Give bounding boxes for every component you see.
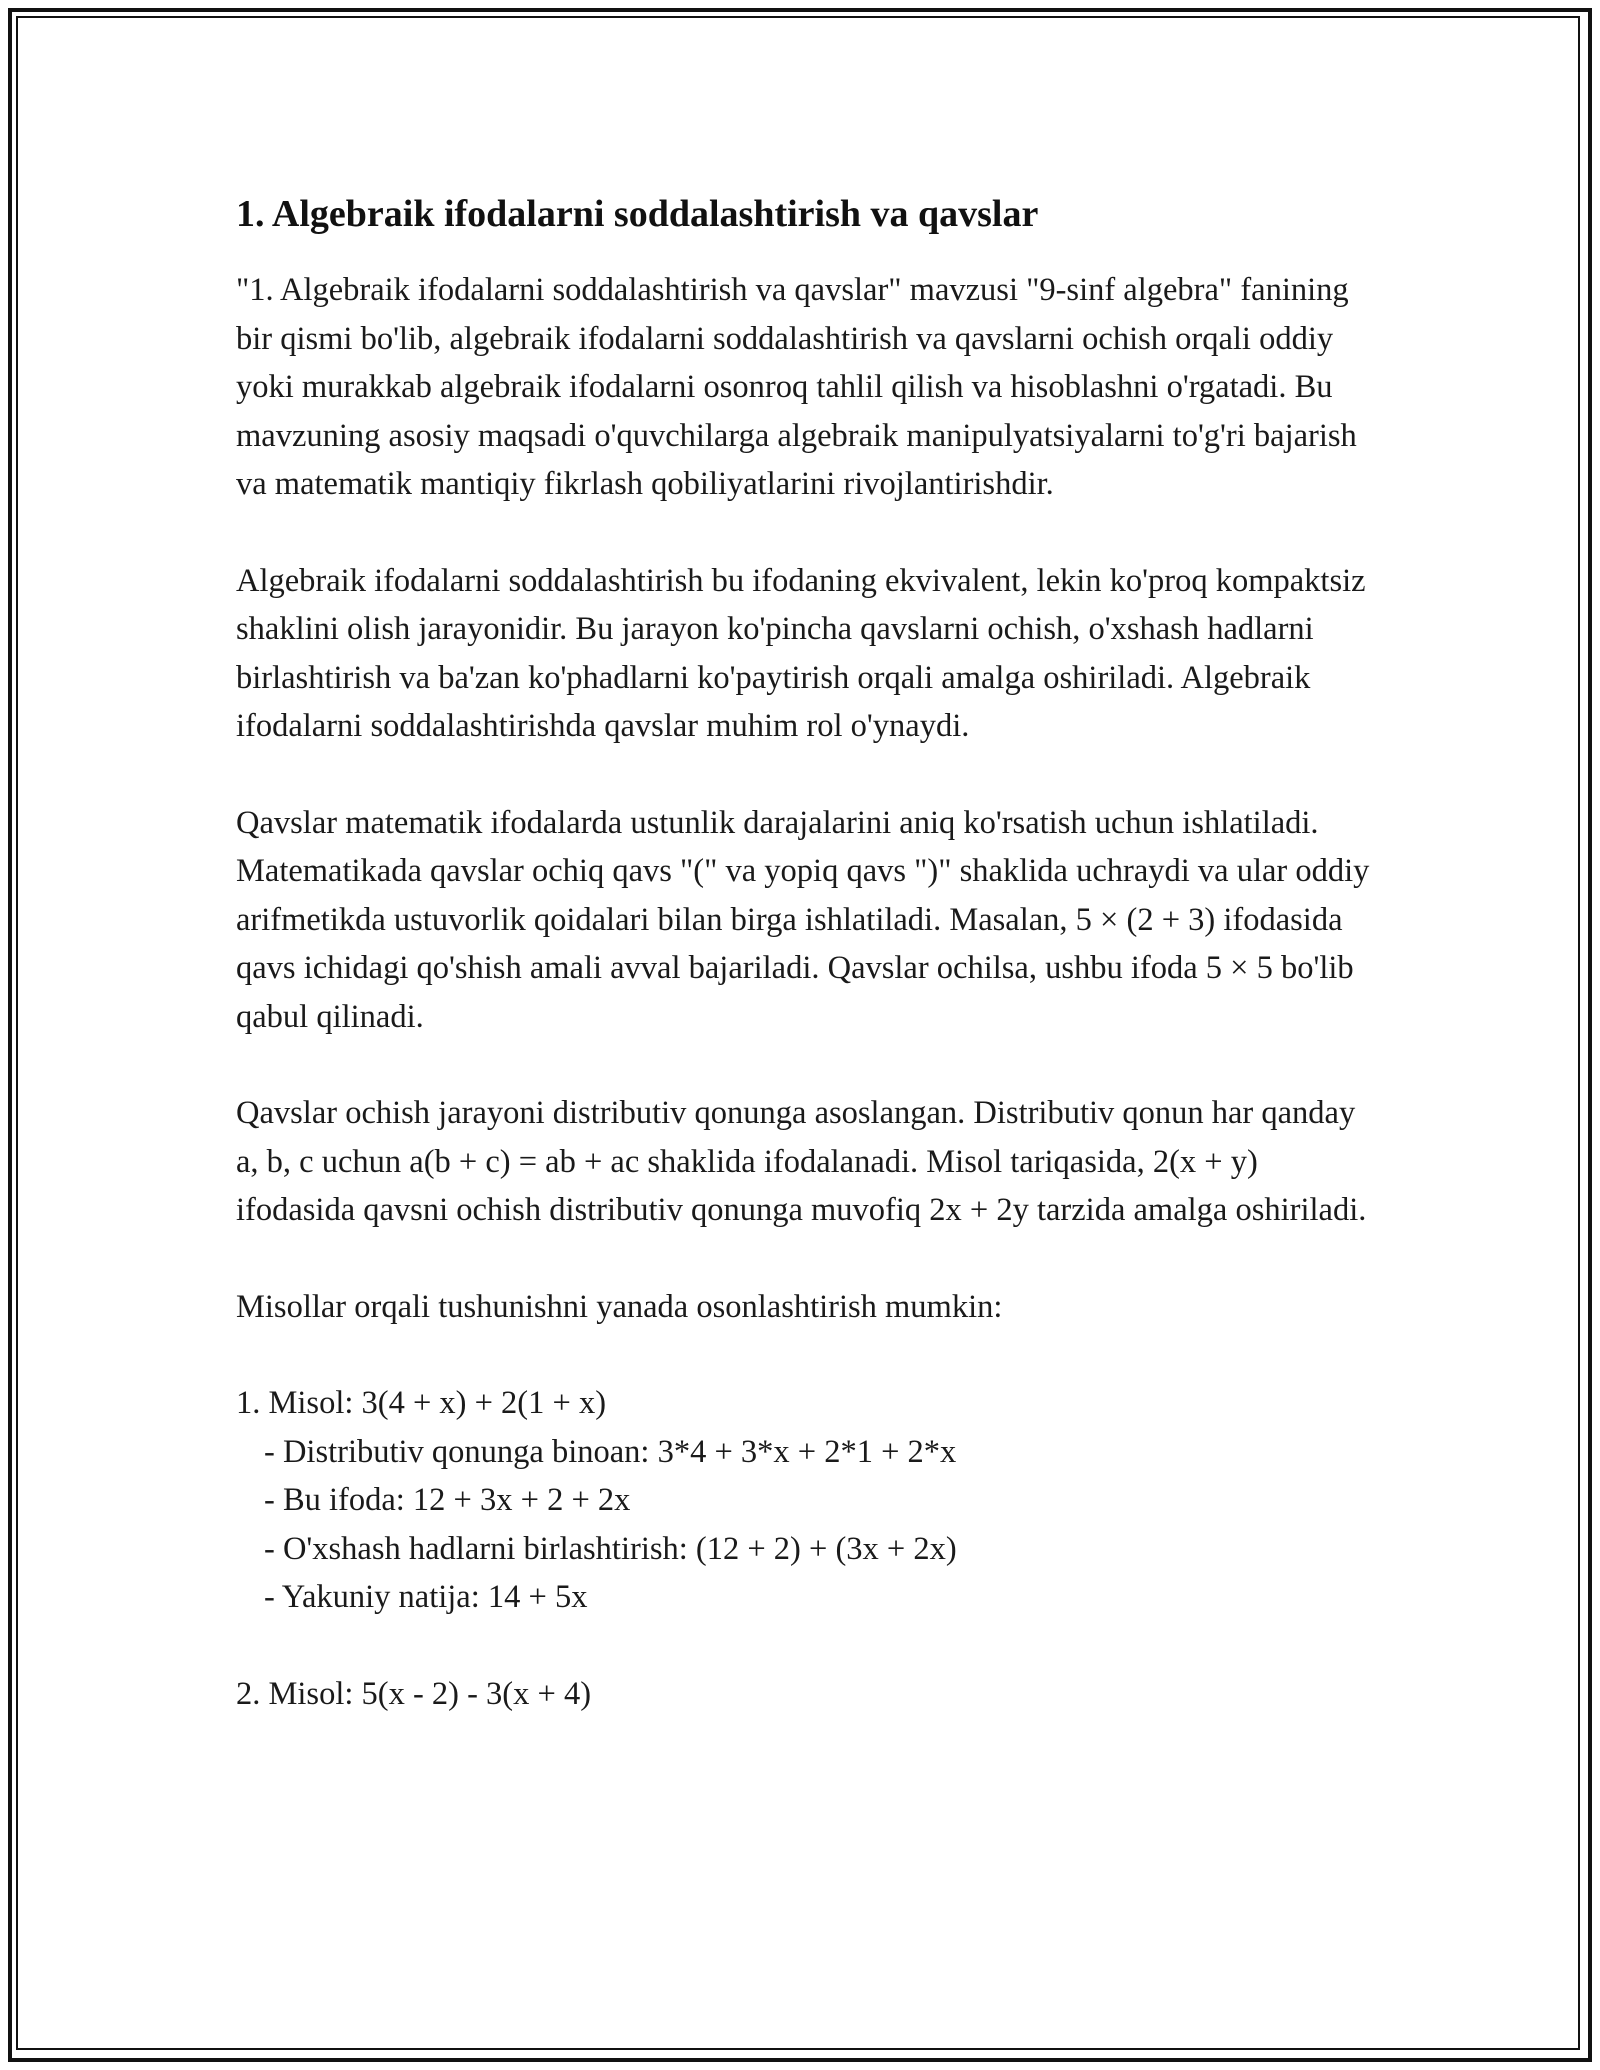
- paragraph-intro: "1. Algebraik ifodalarni soddalashtirish va qavslar" mavzusi "9-sinf algebra" fanining bir qismi bo'lib, algebraik ifodalarni soddalashtirish va qavslarni ochish orqali oddiy yoki murakkab algebraik ifodalarni osonroq tahlil qilish va hisoblashni o'rgatadi. Bu mavzuning asosiy maqsadi o'quvchilarga algebraik manipulyatsiyalarni to'g'ri bajarish va matematik mantiqiy fikrlash qobiliyatlarini rivojlantirishdir.: [236, 272, 1357, 502]
- example-step: - O'xshash hadlarni birlashtirish: (12 + 2) + (3x + 2x): [264, 1530, 957, 1567]
- document-body: [236, 186, 1376, 1718]
- example-step: - Yakuniy natija: 14 + 5x: [264, 1579, 588, 1615]
- paragraph-simplification: Algebraik ifodalarni soddalashtirish bu ifodaning ekvivalent, lekin ko'proq kompaktsiz shaklini olish jarayonidir. Bu jarayon ko'pincha qavslarni ochish, o'xshash hadlarni birlashtirish va ba'zan ko'phadlarni ko'paytirish orqali amalga oshiriladi. Algebraik ifodalarni soddalashtirishda qavslar muhim rol o'ynaydi.: [236, 562, 1366, 744]
- example-step: - Bu ifoda: 12 + 3x + 2 + 2x: [264, 1482, 631, 1518]
- example-heading: 1. Misol: 3(4 + x) + 2(1 + x): [236, 1385, 607, 1421]
- paragraph-examples-intro: Misollar orqali tushunishni yanada osonlashtirish mumkin:: [236, 1288, 1003, 1325]
- paragraph-distributive-law: Qavslar ochish jarayoni distributiv qonunga asoslangan. Distributiv qonun har qanday a, b, c uchun a(b + c) = ab + ac shaklida ifodalanadi. Misol tariqasida, 2(x + y) ifodasida qavsni ochish distributiv qonunga muvofiq 2x + 2y tarzida amalga oshiriladi.: [236, 1095, 1367, 1228]
- example-step: - Distributiv qonunga binoan: 3*4 + 3*x + 2*1 + 2*x: [264, 1433, 957, 1470]
- example-heading: 2. Misol: 5(x - 2) - 3(x + 4): [236, 1675, 592, 1712]
- document-title: 1. Algebraik ifodalarni soddalashtirish va qavslar: [236, 193, 1039, 235]
- example-2: [236, 1670, 1376, 1719]
- paragraph-brackets: Qavslar matematik ifodalarda ustunlik darajalarini aniq ko'rsatish uchun ishlatiladi. Matematikada qavslar ochiq qavs "(" va yopiq qavs ")" shaklida uchraydi va ular oddiy arifmetikda ustuvorlik qoidalari bilan birga ishlatiladi. Masalan, 5 × (2 + 3) ifodasida qavs ichidagi qo'shish amali avval bajariladi. Qavslar ochilsa, ushbu ifoda 5 × 5 bo'lib qabul qilinadi.: [236, 804, 1370, 1035]
- example-1: [236, 1379, 1376, 1622]
- example-steps: [236, 1428, 1376, 1622]
